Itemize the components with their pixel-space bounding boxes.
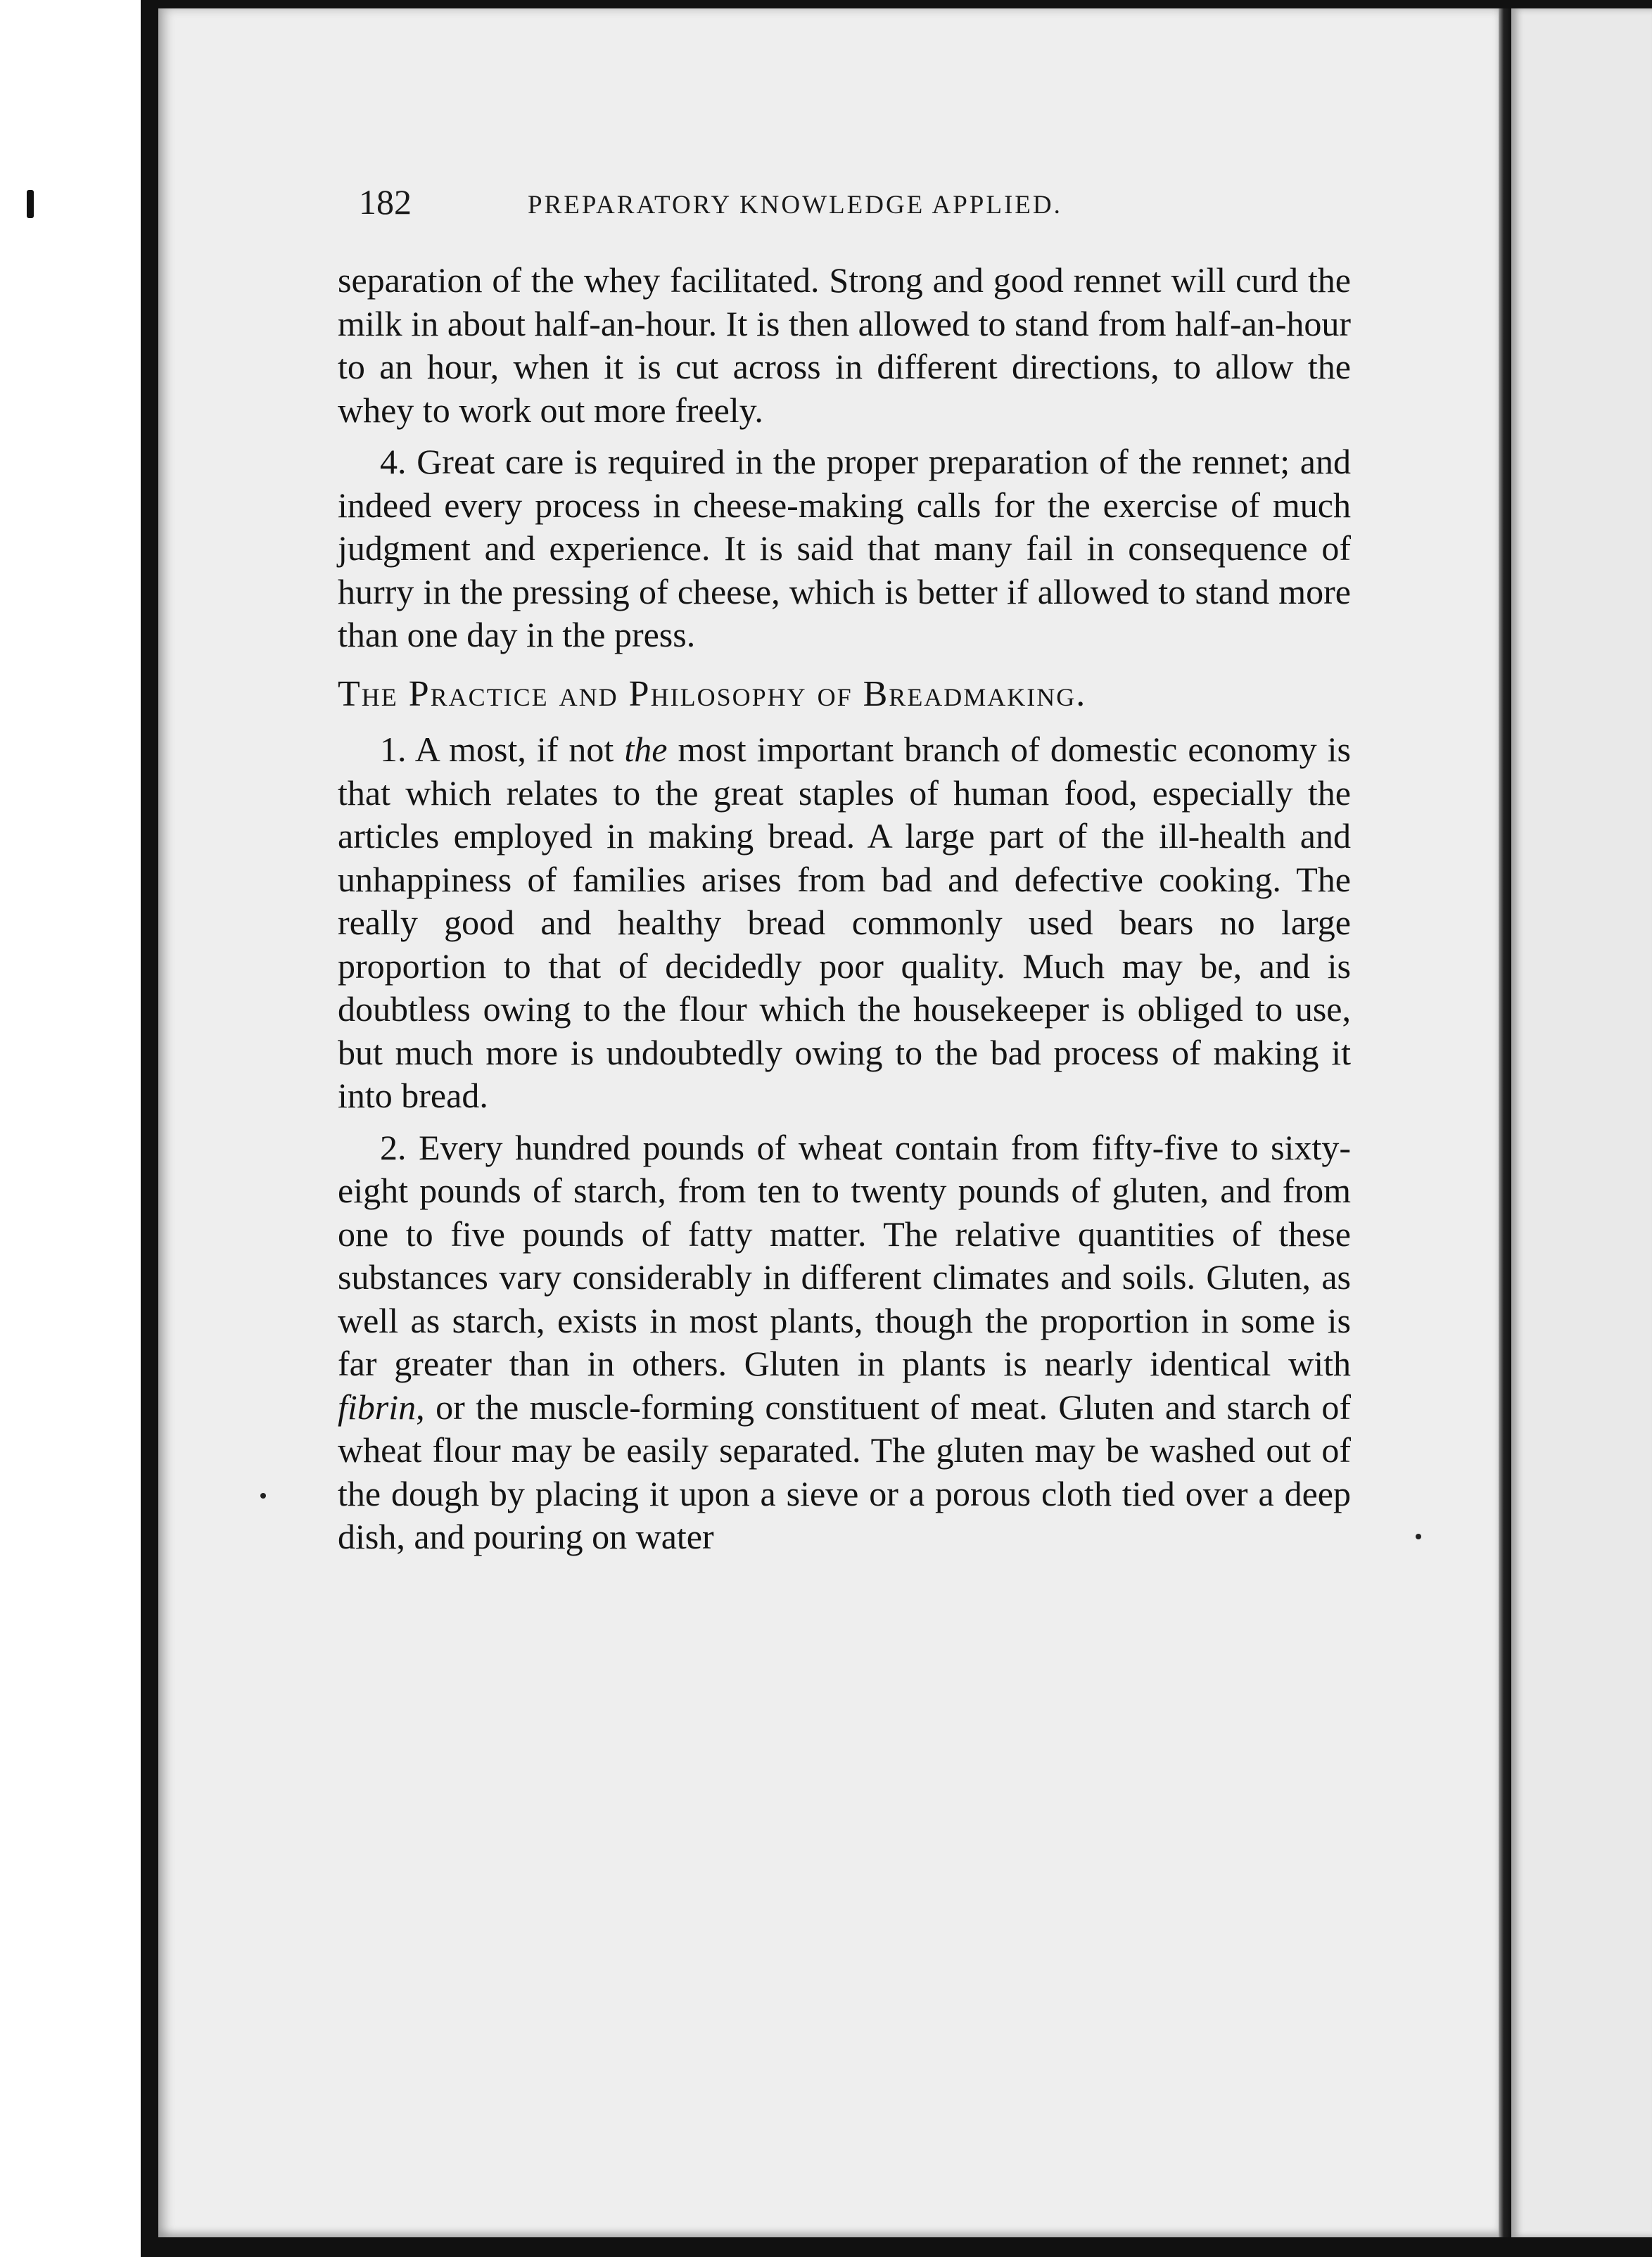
paragraph-continued: separation of the whey facilitated. Strong and good rennet will curd the milk in about half-an-hour. It is then allowed to stand from half-an-hour to an hour, when it is cut across in different directions, to allow the whey to work out more freely. [338,260,1351,430]
paragraph-4: 4. Great care is required in the proper preparation of the rennet; and indeed every process in cheese-making calls for the exercise of much judgment and experience. It is said that many fail in consequence of hurry in the pressing of cheese, which is better if allowed to stand more than one day in the press. [338,442,1351,654]
running-head [359,182,1203,231]
left-margin-band [0,0,162,2257]
paragraph-2-start: 2. Every hundred pounds of wheat contain from fifty-five to sixty-eight pounds of starch, from ten to twenty pounds of gluten, and from one to five pounds of fatty matter. The relative quantities of these substances vary considerably in different climates and soils. Gluten, as well as starch, exists in most plants, though the proportion in some is far greater than in others. Gluten in plants is nearly identical with [338,1127,1351,1383]
book-spine [1499,8,1511,2237]
section-heading: The Practice and Philosophy of Breadmaking. [338,673,1087,714]
paragraph-2 [338,1126,1351,1559]
body-text [338,259,1351,1559]
facing-page-edge [1511,8,1652,2237]
emphasis-fibrin: fibrin [338,1387,417,1427]
paragraph-1 [338,728,1351,1118]
margin-speck [260,1493,266,1499]
paragraph-1-start: 1. A most, if not [380,730,625,769]
running-title: PREPARATORY KNOWLEDGE APPLIED. [528,191,1062,220]
top-scan-border [141,0,1652,8]
margin-speck [1416,1534,1421,1539]
bottom-scan-border [141,2237,1652,2257]
paragraph-2-rest: , or the muscle-forming constituent of meat. Gluten and starch of wheat flour may be easily separated. The gluten may be washed out of the dough by placing it upon a sieve or a porous cloth tied over a deep dish, and pouring on water [338,1387,1351,1556]
page-number: 182 [359,182,412,222]
paragraph-1-rest: most important branch of domestic economy is that which relates to the great staples of human food, especially the articles employed in making bread. A large part of the ill-health and unhappiness of families arises from bad and defective cooking. The really good and healthy bread commonly used bears no large proportion to that of decidedly poor quality. Much may be, and is doubtless owing to the flour which the housekeeper is obliged to use, but much more is undoubtedly owing to the bad process of making it into bread. [338,730,1352,1115]
scan-artifact-mark [27,190,34,218]
emphasis-the: the [624,730,668,769]
